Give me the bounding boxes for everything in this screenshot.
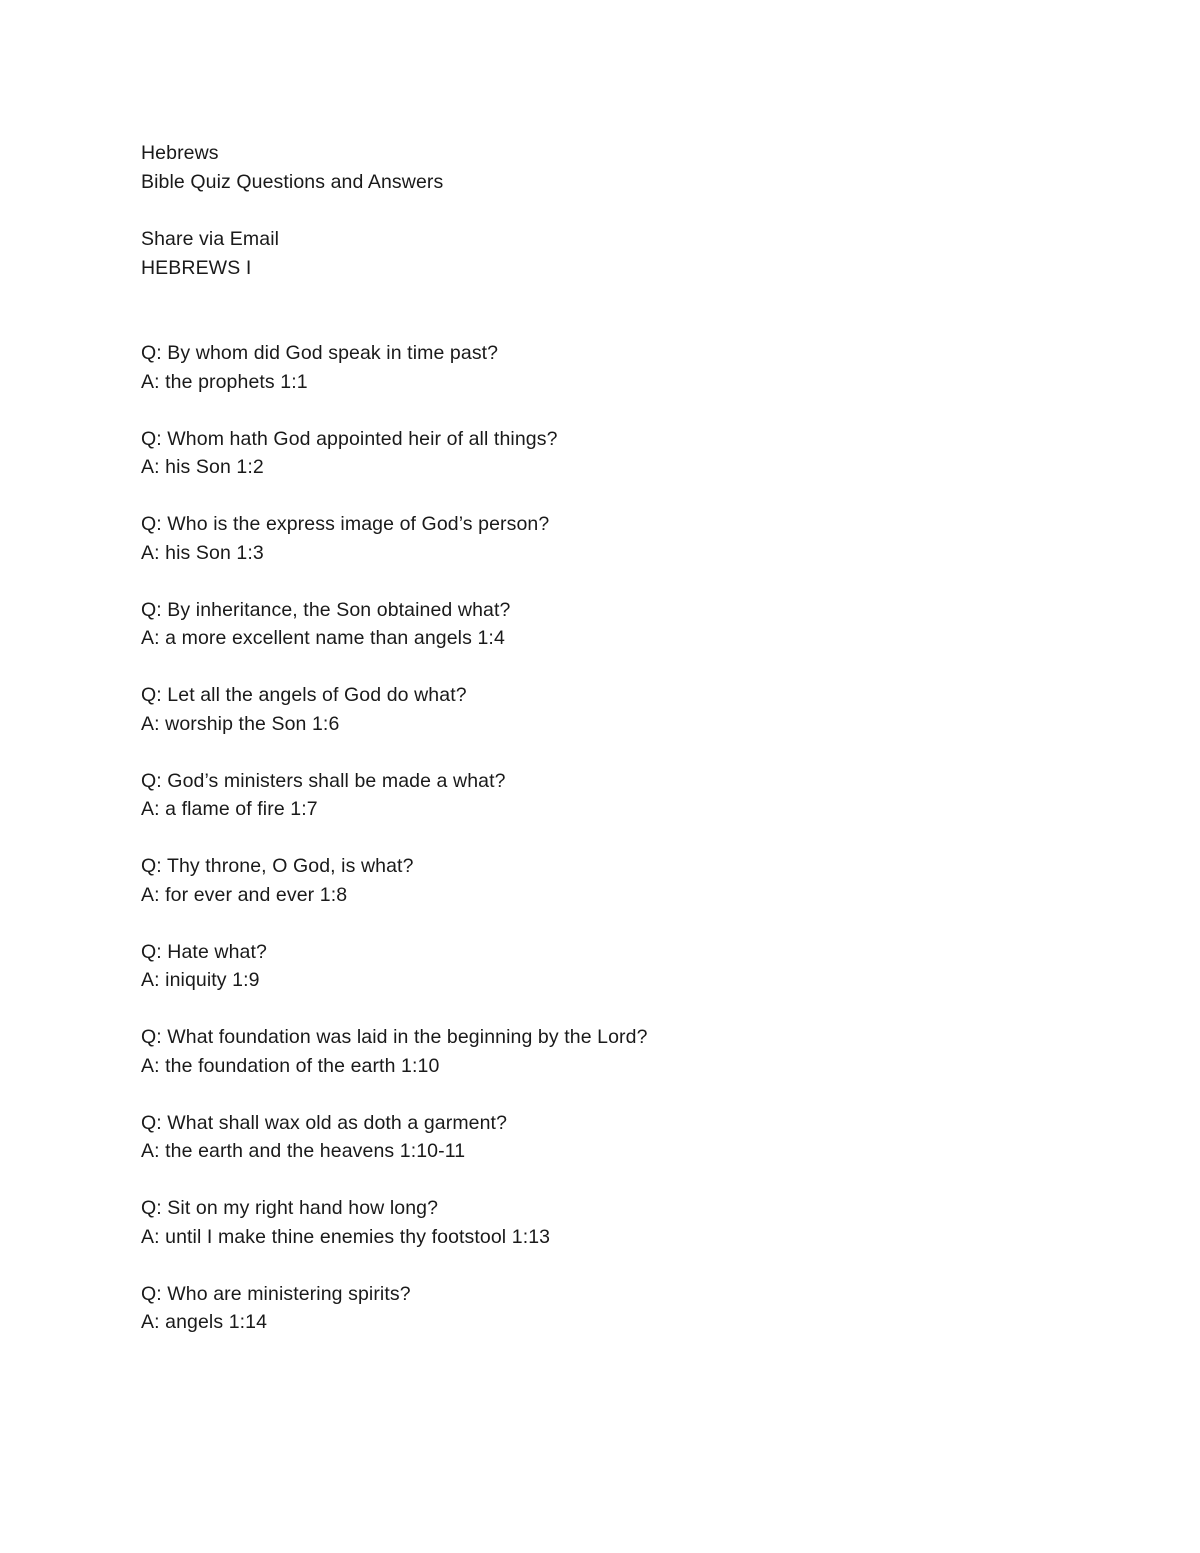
qa-item [141,596,1121,653]
chapter-heading: HEBREWS I [141,256,252,279]
question: Q: God’s ministers shall be made a what? [141,769,506,792]
answer: A: iniquity 1:9 [141,969,260,991]
answer: A: his Son 1:3 [141,541,264,564]
spacer [141,196,1121,225]
qa-item [141,767,1121,824]
qa-item [141,1280,1121,1337]
qa-item [141,681,1121,738]
answer: A: the foundation of the earth 1:10 [141,1054,440,1077]
share-via-email-text: Share via Email [141,228,280,250]
question: Q: What shall wax old as doth a garment? [141,1111,508,1134]
qa-list [141,339,1121,1337]
question: Q: By inheritance, the Son obtained what? [141,598,511,621]
answer: A: the prophets 1:1 [141,370,308,393]
spacer [141,282,1121,339]
document-subtitle: Bible Quiz Questions and Answers [141,170,444,193]
question: Q: Who are ministering spirits? [141,1282,411,1305]
question: Q: By whom did God speak in time past? [141,342,499,364]
answer: A: angels 1:14 [141,1311,268,1333]
qa-item [141,339,1121,396]
qa-item [141,852,1121,909]
question: Q: Thy throne, O God, is what? [141,855,414,877]
qa-item [141,938,1121,995]
question: Q: Let all the angels of God do what? [141,684,467,706]
qa-item [141,1023,1121,1080]
question: Q: What foundation was laid in the beginning by the Lord? [141,1026,648,1048]
answer: A: a more excellent name than angels 1:4 [141,627,505,649]
answer: A: the earth and the heavens 1:10-11 [141,1140,466,1162]
answer: A: until I make thine enemies thy footstool 1:13 [141,1225,551,1248]
answer: A: worship the Son 1:6 [141,712,340,735]
qa-item [141,1194,1121,1251]
document-page [141,139,1121,1365]
answer: A: for ever and ever 1:8 [141,883,348,906]
question: Q: Who is the express image of God’s person? [141,513,550,535]
qa-item [141,1109,1121,1166]
answer: A: a flame of fire 1:7 [141,798,318,820]
answer: A: his Son 1:2 [141,456,264,478]
document-title: Hebrews [141,142,219,164]
qa-item [141,425,1121,482]
qa-item [141,510,1121,567]
question: Q: Whom hath God appointed heir of all things? [141,427,558,450]
question: Q: Hate what? [141,940,267,963]
question: Q: Sit on my right hand how long? [141,1197,439,1219]
